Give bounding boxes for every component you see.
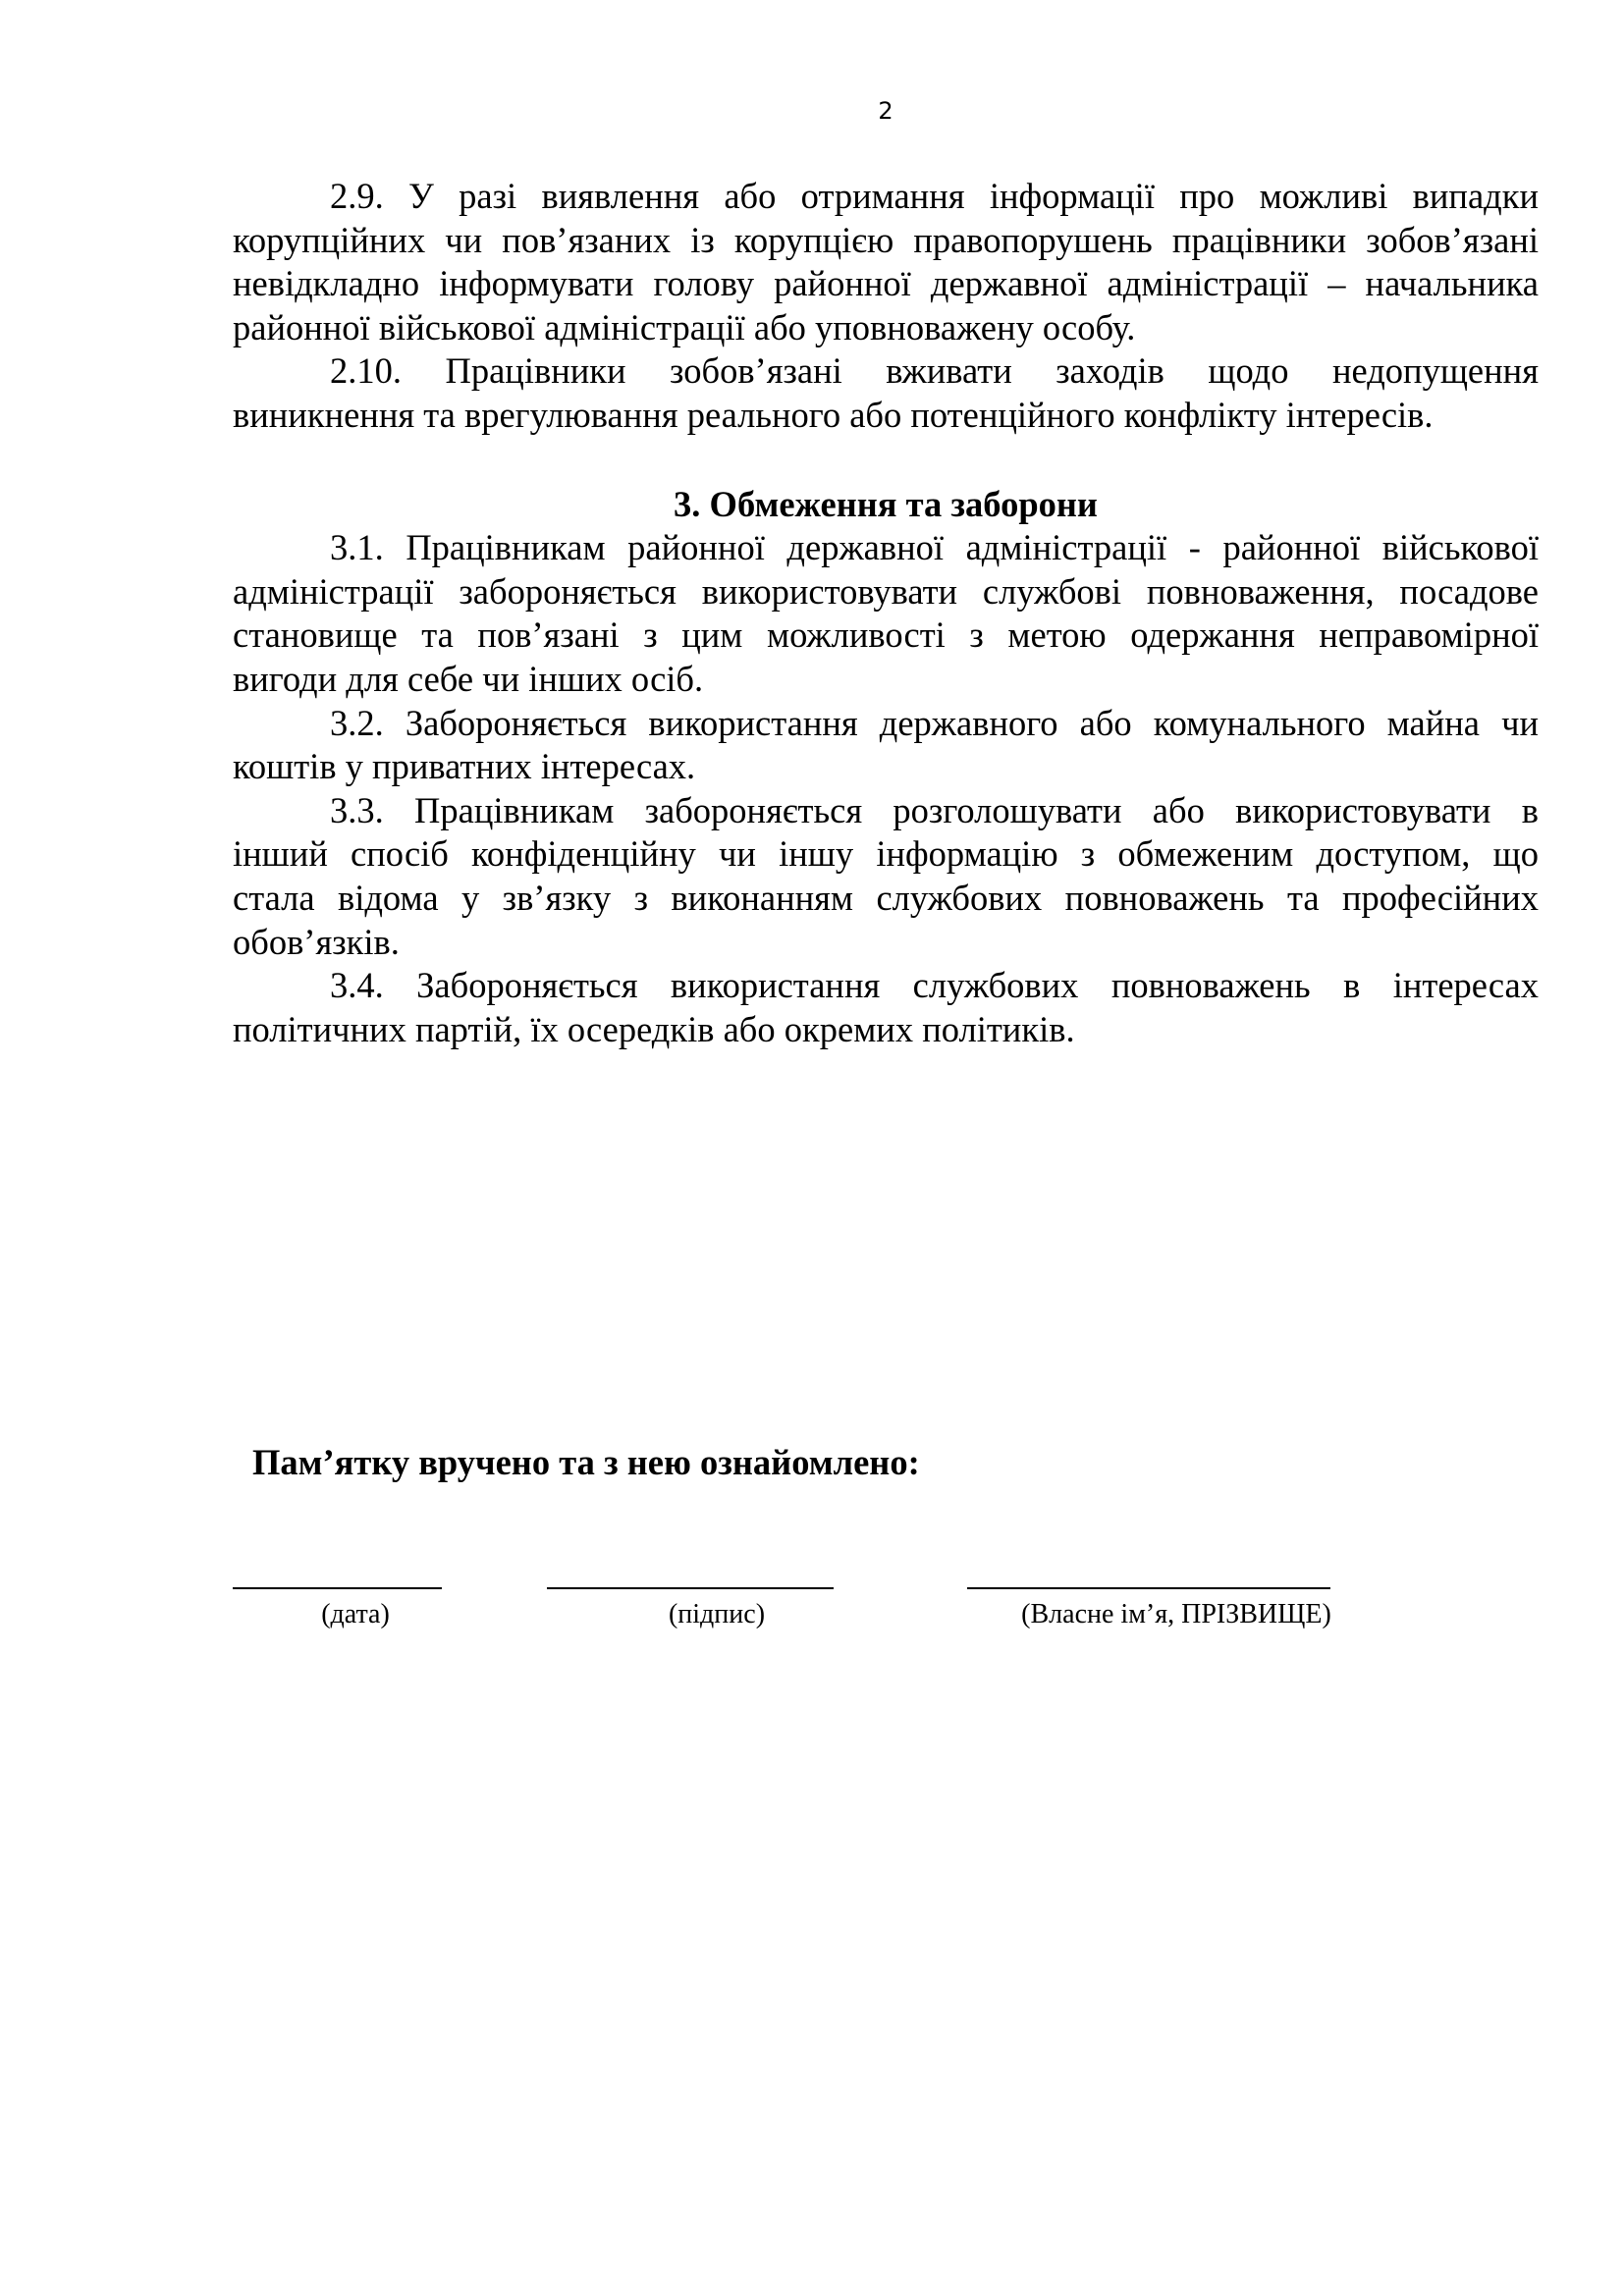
text-line: невідкладно інформувати голову районної державної адміністрації – начальника	[233, 263, 1539, 304]
signature-field-line[interactable]	[547, 1587, 834, 1589]
signature-field-label: (підпис)	[668, 1599, 766, 1629]
section-heading: 3. Обмеження та заборони	[674, 483, 1098, 524]
name-field-label: (Власне ім’я, ПРІЗВИЩЕ)	[1021, 1599, 1331, 1629]
paragraph-3-3	[233, 789, 1539, 964]
paragraph-3-2	[233, 702, 1539, 789]
paragraph-3-1	[233, 526, 1539, 701]
paragraph-2-10	[233, 349, 1539, 437]
date-field-line[interactable]	[233, 1587, 442, 1589]
text-line: 3.3. Працівникам забороняється розголошувати або використовувати в	[330, 789, 1539, 830]
date-field-label: (дата)	[321, 1599, 390, 1629]
page-number: 2	[878, 97, 893, 125]
text-line: 3.4. Забороняється використання службових повноважень в інтересах	[330, 965, 1539, 1006]
text-line: адміністрації забороняється використовувати службові повноваження, посадове	[233, 570, 1539, 612]
text-line: становище та пов’язані з цим можливості з метою одержання неправомірної	[233, 614, 1539, 656]
text-line: коштів у приватних інтересах.	[233, 746, 696, 787]
acknowledgement-title: Пам’ятку вручено та з нею ознайомлено:	[252, 1442, 920, 1482]
text-line: виникнення та врегулювання реального або потенційного конфлікту інтересів.	[233, 394, 1434, 435]
text-line: стала відома у зв’язку з виконанням службових повноважень та професійних	[233, 877, 1539, 918]
text-line: обов’язків.	[233, 921, 400, 962]
paragraph-2-9	[233, 175, 1539, 349]
text-line: 3.1. Працівникам районної державної адміністрації - районної військової	[330, 527, 1539, 568]
text-line: політичних партій, їх осередків або окремих політиків.	[233, 1008, 1075, 1049]
text-line: 3.2. Забороняється використання державного або комунального майна чи	[330, 702, 1539, 743]
text-line: інший спосіб конфіденційну чи іншу інформацію з обмеженим доступом, що	[233, 833, 1539, 875]
body-text	[233, 175, 1539, 1051]
text-line: 2.9. У разі виявлення або отримання інформації про можливі випадки	[330, 176, 1539, 216]
text-line: корупційних чи пов’язаних із корупцією правопорушень працівники зобов’язані	[233, 219, 1539, 260]
text-line: 2.10. Працівники зобов’язані вживати заходів щодо недопущення	[330, 350, 1539, 392]
paragraph-3-4	[233, 964, 1539, 1051]
name-field-line[interactable]	[967, 1587, 1330, 1589]
spacer	[233, 438, 1539, 483]
text-line: районної військової адміністрації або уповноважену особу.	[233, 306, 1136, 347]
text-line: вигоди для себе чи інших осіб.	[233, 658, 704, 699]
